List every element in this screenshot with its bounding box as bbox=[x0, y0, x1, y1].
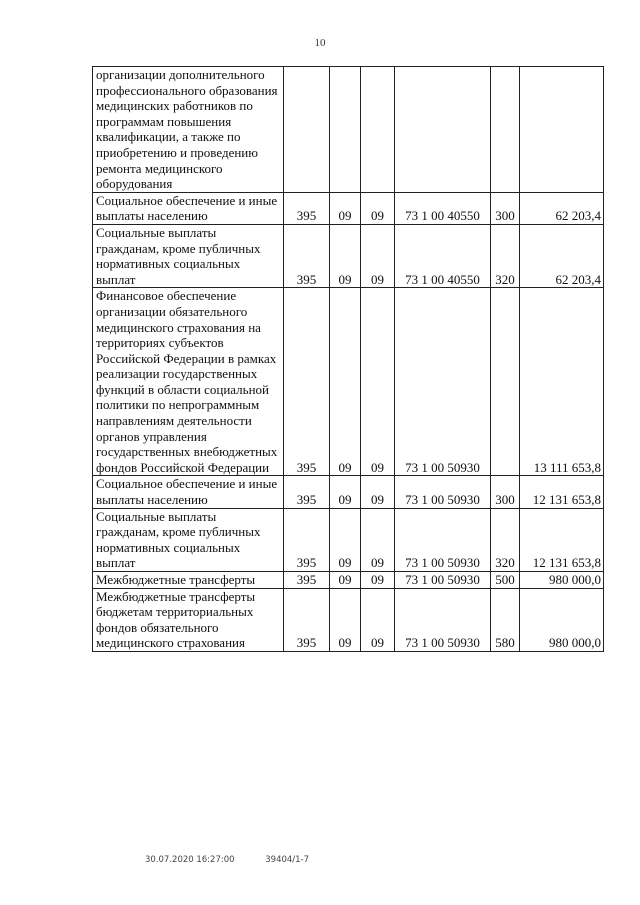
table-row bbox=[93, 476, 604, 508]
cell-grbs: 395 bbox=[284, 288, 330, 476]
cell-amount: 12 131 653,8 bbox=[520, 476, 604, 508]
cell-pr: 09 bbox=[361, 572, 395, 589]
cell-name: Социальные выплаты гражданам, кроме публичных нормативных социальных выплат bbox=[93, 224, 284, 287]
cell-rz: 09 bbox=[330, 224, 361, 287]
cell-rz bbox=[330, 67, 361, 193]
table-row bbox=[93, 572, 604, 589]
cell-grbs bbox=[284, 67, 330, 193]
page-number: 10 bbox=[314, 37, 326, 49]
table-row bbox=[93, 288, 604, 476]
cell-amount: 980 000,0 bbox=[520, 588, 604, 651]
table-body bbox=[93, 67, 604, 652]
cell-csr: 73 1 00 50930 bbox=[395, 508, 491, 571]
table-row bbox=[93, 588, 604, 651]
cell-csr: 73 1 00 50930 bbox=[395, 476, 491, 508]
cell-grbs: 395 bbox=[284, 508, 330, 571]
cell-name: Социальные выплаты гражданам, кроме публичных нормативных социальных выплат bbox=[93, 508, 284, 571]
cell-amount: 62 203,4 bbox=[520, 192, 604, 224]
cell-grbs: 395 bbox=[284, 572, 330, 589]
cell-csr: 73 1 00 50930 bbox=[395, 572, 491, 589]
cell-name: Социальное обеспечение и иные выплаты населению bbox=[93, 476, 284, 508]
cell-grbs: 395 bbox=[284, 588, 330, 651]
budget-table bbox=[92, 66, 604, 652]
table-row bbox=[93, 508, 604, 571]
cell-rz: 09 bbox=[330, 572, 361, 589]
cell-pr: 09 bbox=[361, 224, 395, 287]
cell-vr: 320 bbox=[491, 224, 520, 287]
cell-vr: 300 bbox=[491, 476, 520, 508]
cell-vr: 320 bbox=[491, 508, 520, 571]
cell-name: организации дополнительного профессионального образования медицинских работников по программам повышения квалификации, а также по приобретению и проведению ремонта медицинского оборудования bbox=[93, 67, 284, 193]
cell-csr: 73 1 00 40550 bbox=[395, 192, 491, 224]
cell-rz: 09 bbox=[330, 192, 361, 224]
cell-pr: 09 bbox=[361, 288, 395, 476]
cell-csr bbox=[395, 67, 491, 193]
cell-pr: 09 bbox=[361, 588, 395, 651]
table-row bbox=[93, 224, 604, 287]
cell-amount: 13 111 653,8 bbox=[520, 288, 604, 476]
cell-vr: 500 bbox=[491, 572, 520, 589]
table-row bbox=[93, 192, 604, 224]
cell-rz: 09 bbox=[330, 508, 361, 571]
cell-vr: 300 bbox=[491, 192, 520, 224]
cell-name: Финансовое обеспечение организации обязательного медицинского страхования на территориях субъектов Российской Федерации в рамках реализации государственных функций в области социальной политики по непрограммным направлениям деятельности органов управления государственных внебюджетных фондов Российской Федерации bbox=[93, 288, 284, 476]
cell-vr bbox=[491, 67, 520, 193]
cell-amount: 12 131 653,8 bbox=[520, 508, 604, 571]
cell-rz: 09 bbox=[330, 288, 361, 476]
cell-rz: 09 bbox=[330, 476, 361, 508]
table-row bbox=[93, 67, 604, 193]
cell-amount: 62 203,4 bbox=[520, 224, 604, 287]
cell-vr bbox=[491, 288, 520, 476]
cell-amount: 980 000,0 bbox=[520, 572, 604, 589]
cell-name: Межбюджетные трансферты bbox=[93, 572, 284, 589]
cell-grbs: 395 bbox=[284, 192, 330, 224]
cell-grbs: 395 bbox=[284, 224, 330, 287]
cell-pr bbox=[361, 67, 395, 193]
cell-vr: 580 bbox=[491, 588, 520, 651]
cell-pr: 09 bbox=[361, 476, 395, 508]
cell-name: Межбюджетные трансферты бюджетам территориальных фондов обязательного медицинского страхования bbox=[93, 588, 284, 651]
footer bbox=[145, 855, 309, 865]
cell-csr: 73 1 00 50930 bbox=[395, 588, 491, 651]
cell-pr: 09 bbox=[361, 192, 395, 224]
footer-doc-id: 39404/1-7 bbox=[265, 855, 310, 865]
cell-pr: 09 bbox=[361, 508, 395, 571]
cell-csr: 73 1 00 50930 bbox=[395, 288, 491, 476]
cell-csr: 73 1 00 40550 bbox=[395, 224, 491, 287]
cell-name: Социальное обеспечение и иные выплаты населению bbox=[93, 192, 284, 224]
cell-grbs: 395 bbox=[284, 476, 330, 508]
footer-datetime: 30.07.2020 16:27:00 bbox=[145, 855, 235, 865]
cell-amount bbox=[520, 67, 604, 193]
cell-rz: 09 bbox=[330, 588, 361, 651]
